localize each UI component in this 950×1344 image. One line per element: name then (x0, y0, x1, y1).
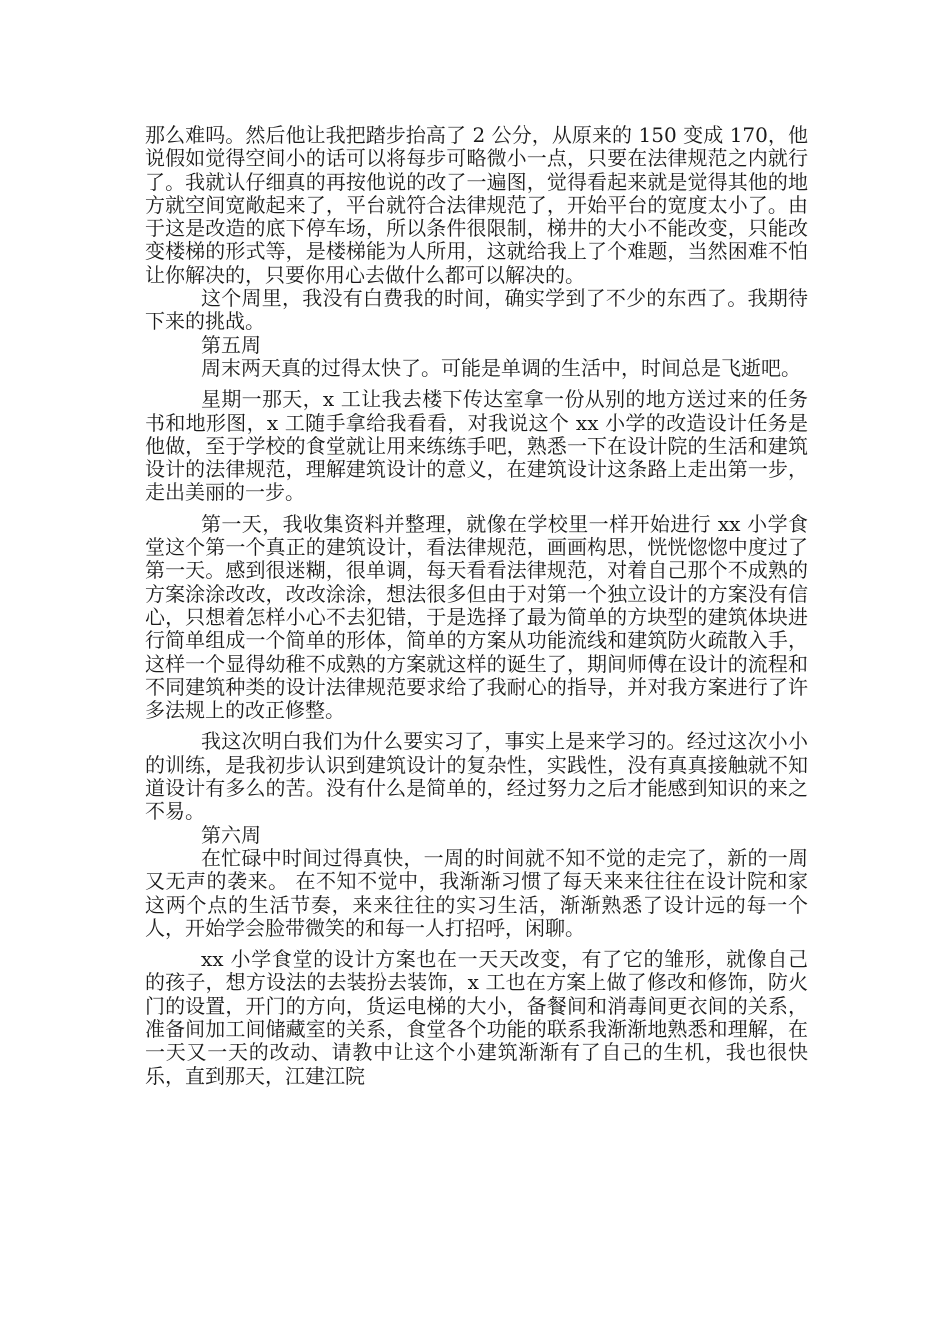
paragraph-monday-task: 星期一那天，x 工让我去楼下传达室拿一份从别的地方送过来的任务书和地形图，x 工随手拿给我看看，对我说这个 xx 小学的改造设计任务是他做，至于学校的食堂就让用来练练手吧，熟悉一下在设计院的生活和建筑设计的法律规范，理解建筑设计的意义，在建筑设计这条路上走出第一步，走出美丽的一步。 (145, 387, 808, 505)
paragraph-reflection: 我这次明白我们为什么要实习了，事实上是来学习的。经过这次小小的训练，是我初步认识到建筑设计的复杂性，实践性，没有真真接触就不知道设计有多么的苦。没有什么是简单的，经过努力之后才能感到知识的来之不易。 (145, 729, 808, 824)
paragraph-canteen-design: xx 小学食堂的设计方案也在一天天改变，有了它的雏形，就像自己的孩子，想方设法的去装扮去装饰，x 工也在方案上做了修改和修饰，防火门的设置，开门的方向，货运电梯的大小，备餐间和消毒间更衣间的关系，准备间加工间储藏室的关系，食堂各个功能的联系我渐渐地熟悉和理解，在一天又一天的改动、请教中让这个小建筑渐渐有了自己的生机，我也很快乐，直到那天，江建江院 (145, 947, 808, 1088)
document-body (145, 124, 808, 1088)
paragraph-continuation: 那么难吗。然后他让我把踏步抬高了 2 公分，从原来的 150 变成 170，他说假如觉得空间小的话可以将每步可略微小一点，只要在法律规范之内就行了。我就认仔细真的再按他说的改了一遍图，觉得看起来就是觉得其他的地方就空间宽敞起来了，平台就符合法律规范了，开始平台的宽度太小了。由于这是改造的底下停车场，所以条件很限制，梯井的大小不能改变，只能改变楼梯的形式等，是楼梯能为人所用，这就给我上了个难题，当然困难不怕让你解决的，只要你用心去做什么都可以解决的。 (145, 123, 808, 287)
heading-week-six: 第六周 (201, 822, 261, 847)
paragraph-weekend: 周末两天真的过得太快了。可能是单调的生活中，时间总是飞逝吧。 (201, 355, 801, 380)
heading-week-five: 第五周 (201, 332, 261, 357)
paragraph-week-summary: 这个周里，我没有白费我的时间，确实学到了不少的东西了。我期待下来的挑战。 (145, 286, 808, 334)
paragraph-first-day: 第一天，我收集资料并整理，就像在学校里一样开始进行 xx 小学食堂这个第一个真正的建筑设计，看法律规范，画画构思，恍恍惚惚中度过了第一天。感到很迷糊，很单调，每天看看法律规范，对着自己那个不成熟的方案涂涂改改，改改涂涂，想法很多但由于对第一个独立设计的方案没有信心，只想着怎样小心不去犯错，于是选择了最为简单的方块型的建筑体块进行简单组成一个简单的形体，简单的方案从功能流线和建筑防火疏散入手，这样一个显得幼稚不成熟的方案就这样的诞生了，期间师傅在设计的流程和不同建筑种类的设计法律规范要求给了我耐心的指导，并对我方案进行了许多法规上的改正修整。 (145, 511, 808, 723)
paragraph-busy-time: 在忙碌中时间过得真快，一周的时间就不知不觉的走完了，新的一周又无声的袭来。 在不知不觉中，我渐渐习惯了每天来来往往在设计院和家这两个点的生活节奏，来来往往的实习生活，渐渐熟悉了设计远的每一个人，开始学会脸带微笑的和每一人打招呼，闲聊。 (145, 845, 808, 940)
